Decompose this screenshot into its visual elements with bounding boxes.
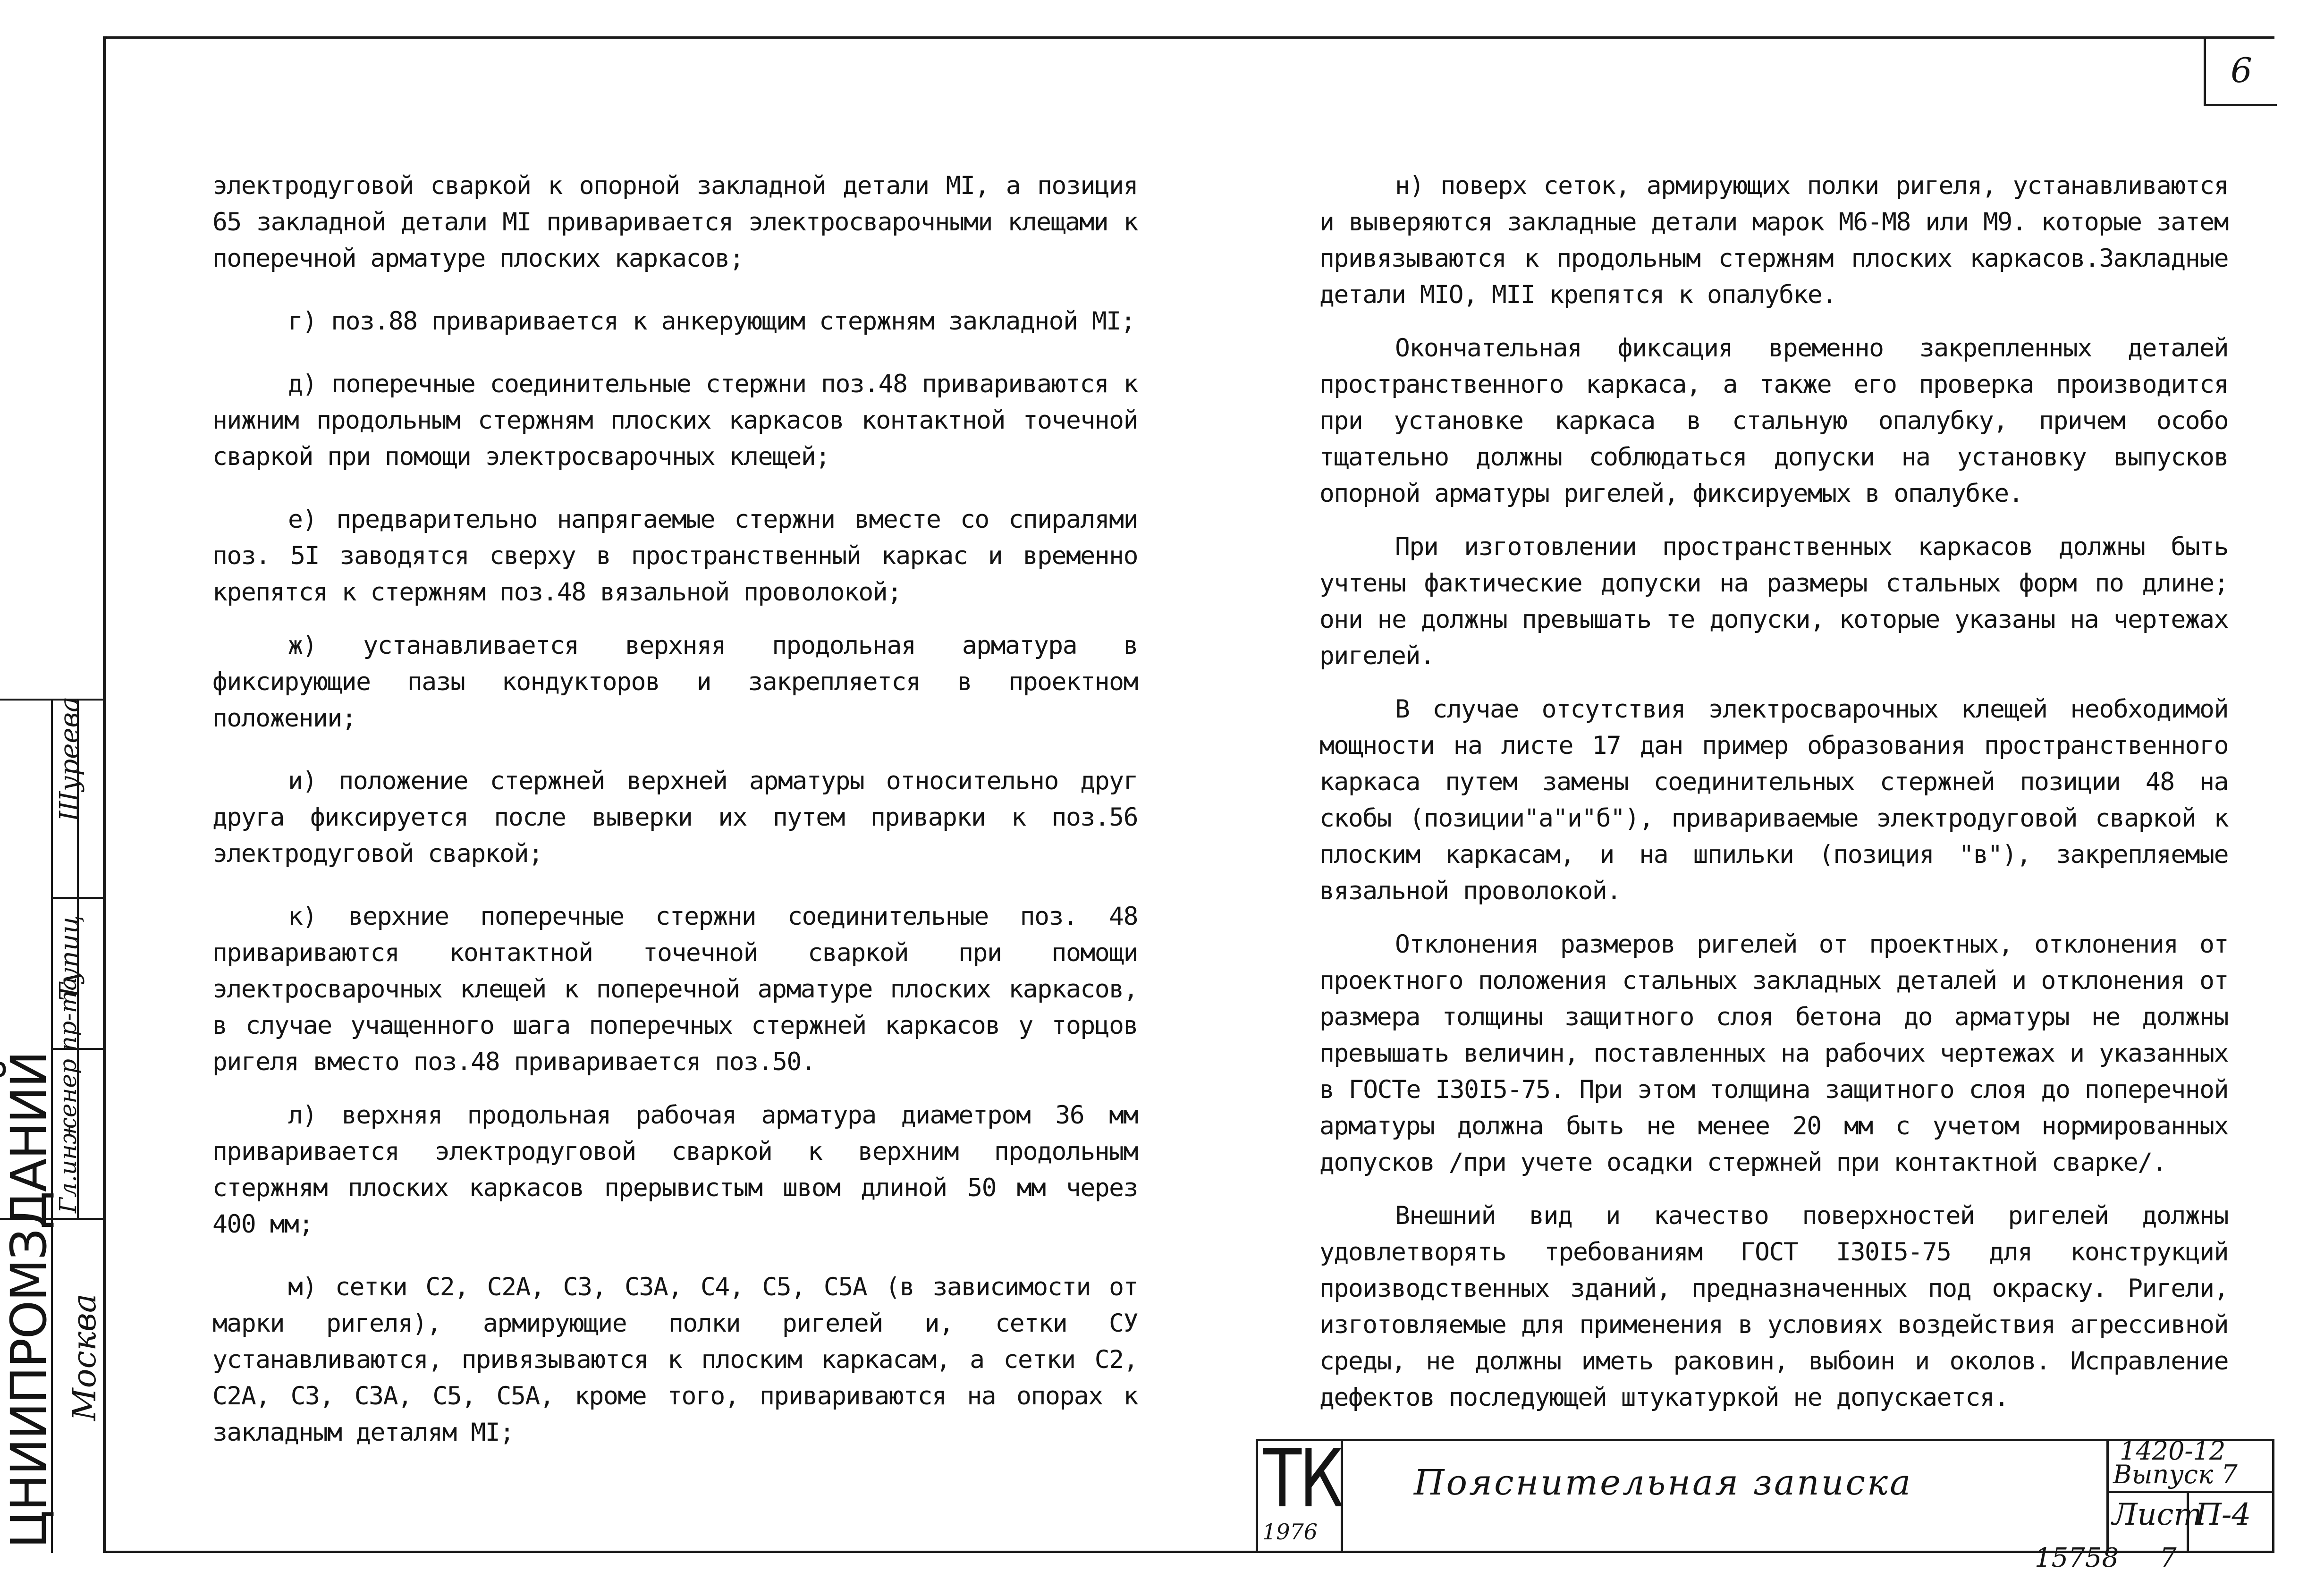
paragraph: Окончательная фиксация временно закрепленных деталей пространственного каркаса, а также его проверка производится при установке каркаса в стальную опалубку, причем особо тщательно должны соблюдаться допуски на установку выпусков опорной арматуры ригелей, фиксируемых в опалубке. <box>1319 334 2228 508</box>
right-text-column <box>1319 168 2228 1442</box>
frame-bottom-line <box>106 1551 2274 1553</box>
paragraph: е) предварительно напрягаемые стержни вместе со спиралями поз. 5I заводятся сверху в пространственный каркас и временно крепятся к стержням поз.48 вязальной проволокой; <box>212 505 1138 607</box>
paragraph: и) положение стержней верхней арматуры относительно друг друга фиксируется после выверки их путем приварки к поз.56 электродуговой сваркой; <box>212 767 1138 868</box>
approval-stamp <box>0 696 106 1553</box>
document-issue: Выпуск 7 <box>2113 1460 2238 1489</box>
page-number: 6 <box>2204 36 2277 106</box>
tk-year: 1976 <box>1262 1519 1318 1545</box>
paragraph: г) поз.88 приваривается к анкерующим стержням закладной МI; <box>288 307 1135 336</box>
inventory-number: 15758 <box>2035 1543 2119 1573</box>
paragraph: м) сетки С2, С2А, С3, С3А, С4, С5, С5А (в зависимости от марки ригеля), армирующие полки ригелей и, сетки СУ устанавливаются, привязываются к плоским каркасам, а сетки С2, С2А, С3, С3А, С5, С5А, кроме того, привариваются на опорах к закладным деталям МI; <box>212 1273 1138 1447</box>
copy-number: 7 <box>2160 1543 2177 1573</box>
paragraph: л) верхняя продольная рабочая арматура диаметром 36 мм приваривается электродуговой сваркой к верхним продольным стержням плоских каркасов прерывистым швом длиной 50 мм через 400 мм; <box>212 1101 1138 1239</box>
paragraph: ж) устанавливается верхняя продольная арматура в фиксирующие пазы кондукторов и закрепляется в проектном положении; <box>212 631 1138 733</box>
stamp-organization: ЦНИИПРОМЗДАНИЙ <box>0 1052 58 1548</box>
paragraph: н) поверх сеток, армирующих полки ригеля, устанавливаются и выверяются закладные детали марок М6-М8 или М9. которые затем привязываются к продольным стержням плоских каркасов.Закладные детали МIО, МII крепятся к опалубке. <box>1319 171 2228 309</box>
frame-top-line <box>106 36 2274 39</box>
stamp-city: Москва <box>66 1293 103 1421</box>
document-title: Пояснительная записка <box>1414 1462 1913 1503</box>
paragraph: д) поперечные соединительные стержни поз.48 привариваются к нижним продольным стержням плоских каркасов контактной точечной сваркой при помощи электросварочных клещей; <box>212 370 1138 471</box>
sheet-label: Лист <box>2112 1497 2203 1532</box>
tk-mark-cell <box>1256 1432 1342 1545</box>
stamp-signature: Тупиц <box>54 915 85 1001</box>
paragraph: к) верхние поперечные стержни соединительные поз. 48 привариваются контактной точечной сваркой при помощи электросварочных клещей к поперечной арматуре плоских каркасов, в случае учащенного шага поперечных стержней каркасов у торцов ригеля вместо поз.48 приваривается поз.50. <box>212 902 1138 1076</box>
document-code: 1420-12 <box>2120 1436 2226 1466</box>
left-text-column <box>212 168 1138 1477</box>
tk-mark: ТК <box>1263 1432 1342 1526</box>
sheet-number: П-4 <box>2195 1497 2251 1532</box>
paragraph: Отклонения размеров ригелей от проектных, отклонения от проектного положения стальных закладных деталей и отклонения от размера толщины защитного слоя бетона до арматуры не должны превышать величин, поставленных на рабочих чертежах и указанных в ГОСТе I30I5-75. При этом толщина защитного слоя до поперечной арматуры должна быть не менее 20 мм с учетом нормированных допусков /при учете осадки стержней при контактной сварке/. <box>1319 930 2228 1177</box>
stamp-name: Шуреева <box>54 696 85 821</box>
paragraph: электродуговой сваркой к опорной закладной детали МI, а позиция 65 закладной детали МI приваривается электросварочными клещами к поперечной арматуре плоских каркасов; <box>212 171 1138 273</box>
paragraph: При изготовлении пространственных каркасов должны быть учтены фактические допуски на размеры стальных форм по длине; они не должны превышать те допуски, которые указаны на чертежах ригелей. <box>1319 532 2228 670</box>
stamp-role: Гл.инженер пр-та <box>54 976 82 1213</box>
paragraph: В случае отсутствия электросварочных клещей необходимой мощности на листе 17 дан пример образования пространственного каркаса путем замены соединительных стержней позиции 48 на скобы (позиции"а"и"б"), привариваемые электродуговой сваркой к плоским каркасам, и на шпильки (позиция "в"), закрепляемые вязальной проволокой. <box>1319 695 2228 905</box>
paragraph: Внешний вид и качество поверхностей ригелей должны удовлетворять требованиям ГОСТ I30I5-75 для конструкций производственных зданий, предназначенных под окраску. Ригели, изготовляемые для применения в условиях воздействия агрессивной среды, не должны иметь раковин, выбоин и околов. Исправление дефектов последующей штукатуркой не допускается. <box>1319 1201 2228 1412</box>
